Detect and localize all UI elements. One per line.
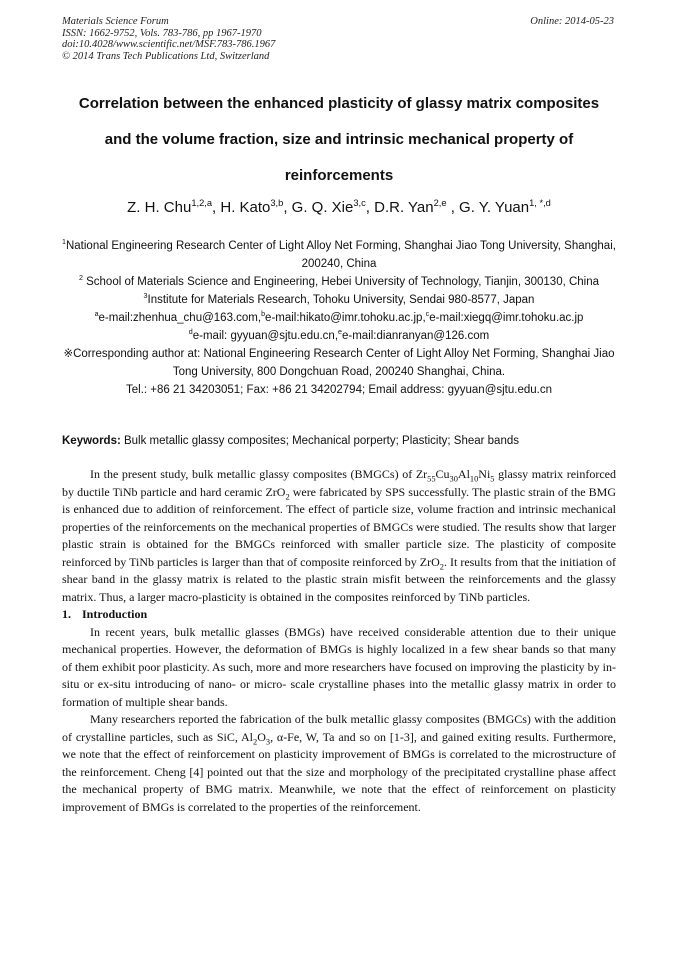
author-name: G. Q. Xie bbox=[291, 199, 354, 216]
contact-line: Tel.: +86 21 34203051; Fax: +86 21 34202794; Email address: gyyuan@sjtu.edu.cn bbox=[126, 384, 552, 396]
reference-mark-icon: ※ bbox=[63, 348, 74, 360]
keywords-label: Keywords: bbox=[62, 435, 121, 447]
intro-paragraph-1: In recent years, bulk metallic glasses (BMGs) have received considerable attention due to their unique mechanical properties. However, the deformation of BMGs is highly localized in a few shear bands so that many of them exhibit poor plasticity. As such, more and more researchers have focused on improving the plasticity by in-situ or ex-situ introducing of nano- or micro- scale crystalline phases into the metallic glassy matrix in order to formation of multiple shear bands. bbox=[62, 624, 616, 709]
email-link[interactable]: e-mail:xiegq@imr.tohoku.ac.jp bbox=[429, 312, 584, 324]
email-link[interactable]: e-mail:dianranyan@126.com bbox=[342, 330, 490, 342]
section-heading bbox=[62, 606, 616, 624]
intro-paragraph-2: Many researchers reported the fabrication of the bulk metallic glassy composites (BMGCs) with the addition of crystalline particles, such as SiC, $Al_2O_3$, α-Fe, W, Ta and so on [1-3], and gained exiting results. Furthermore, we note that the effect of reinforcement on plasticity improvement of BMGs is correlated to the microstructure of the reinforcement. Cheng [4] pointed out that the size and morphology of the precipitated crystalline phase affect the mechanical property of BMG matrix. Meanwhile, we note that the effect of reinforcement on plasticity improvement of BMGs is correlated to the properties of the reinforcement. bbox=[62, 712, 616, 814]
online-date: Online: 2014-05-23 bbox=[530, 16, 614, 27]
author-superscript: 1, *,d bbox=[529, 198, 551, 208]
paper-title: Correlation between the enhanced plasticity of glassy matrix composites and the volume fraction, size and intrinsic mechanical property of reinforcements bbox=[78, 95, 600, 184]
email-link[interactable]: e-mail:zhenhua_chu@163.com, bbox=[98, 312, 262, 324]
section-number: 1. bbox=[62, 607, 71, 621]
keywords-text: Bulk metallic glassy composites; Mechanical porperty; Plasticity; Shear bands bbox=[120, 435, 519, 447]
copyright-line: © 2014 Trans Tech Publications Ltd, Switzerland bbox=[62, 50, 270, 62]
body-text bbox=[62, 466, 616, 816]
abstract-paragraph: In the present study, bulk metallic glassy composites (BMGCs) of $Zr_{55}Cu_{30}Al_{10}Ni_5$ glassy matrix reinforced by ductile TiNb particle and hard ceramic ZrO$_2$ were fabricated by SPS successfully. The plastic strain of the BMG is enhanced due to addition of reinforcement. The effect of particle size, volume fraction and intrinsic mechanical properties of the reinforcements on the mechanical properties of BMGCs were studied. The results show that larger plastic strain is obtained for the BMGCs reinforced with smaller particle size. The plasticity of composite reinforced by TiNb particles is larger than that of composite reinforced by ZrO$_2$. It results from that the initiation of shear band in the glassy matrix is related to the plastic strain misfit between the reinforcements and the glassy matrix. Thus, a larger macro-plasticity is obtained in the composites reinforced by TiNb particles. bbox=[62, 467, 617, 604]
author-list: Z. H. Chu$^{1,2,a}$, H. Kato$^{3,b}$, G. Q. Xie$^{3,c}$, D.R. Yan$^{2,e}$ , G. Y. Yuan$^{1, *,d}$ bbox=[127, 198, 551, 216]
publication-info bbox=[62, 16, 275, 62]
author-superscript: 2,e bbox=[433, 198, 447, 208]
issn-line: ISSN: 1662-9752, Vols. 783-786, pp 1967-1970 bbox=[62, 27, 262, 39]
affiliations bbox=[62, 237, 616, 399]
author-superscript: 1,2,a bbox=[191, 198, 213, 208]
doi-line: doi:10.4028/www.scientific.net/MSF.783-786.1967 bbox=[62, 39, 276, 50]
affiliation-1: $^1$National Engineering Research Center of Light Alloy Net Forming, Shanghai Jiao Tong University, Shanghai, 200240, China bbox=[62, 238, 616, 270]
section-title: Introduction bbox=[82, 607, 148, 621]
corresponding-author: ※Corresponding author at: National Engineering Research Center of Light Alloy Net Forming, Shanghai Jiao Tong University, 800 Dongchuan Road, 200240 Shanghai, China. bbox=[63, 348, 615, 378]
email-link[interactable]: e-mail:hikato@imr.tohoku.ac.jp, bbox=[265, 312, 426, 324]
author-name: Z. H. Chu bbox=[127, 199, 192, 216]
affiliation-3: $^3$Institute for Materials Research, Tohoku University, Sendai 980-8577, Japan bbox=[143, 292, 535, 306]
journal-name: Materials Science Forum bbox=[62, 16, 169, 27]
keywords bbox=[62, 432, 616, 450]
affiliation-2: $^2$ School of Materials Science and Engineering, Hebei University of Technology, Tianjin, 300130, China bbox=[78, 274, 600, 288]
author-name: H. Kato bbox=[220, 199, 271, 216]
author-superscript: 3,c bbox=[353, 198, 366, 208]
email-link[interactable]: e-mail: gyyuan@sjtu.edu.cn, bbox=[192, 330, 339, 342]
email-line-1: $^a$e-mail:zhenhua_chu@163.com,$^b$e-mail:hikato@imr.tohoku.ac.jp,$^c$e-mail:xiegq@imr.tohoku.ac.jp bbox=[94, 310, 584, 324]
author-name: D.R. Yan bbox=[374, 199, 434, 216]
author-superscript: 3,b bbox=[270, 198, 284, 208]
email-line-2: $^d$e-mail: gyyuan@sjtu.edu.cn,$^e$e-mail:dianranyan@126.com bbox=[188, 328, 490, 342]
author-name: G. Y. Yuan bbox=[459, 199, 530, 216]
